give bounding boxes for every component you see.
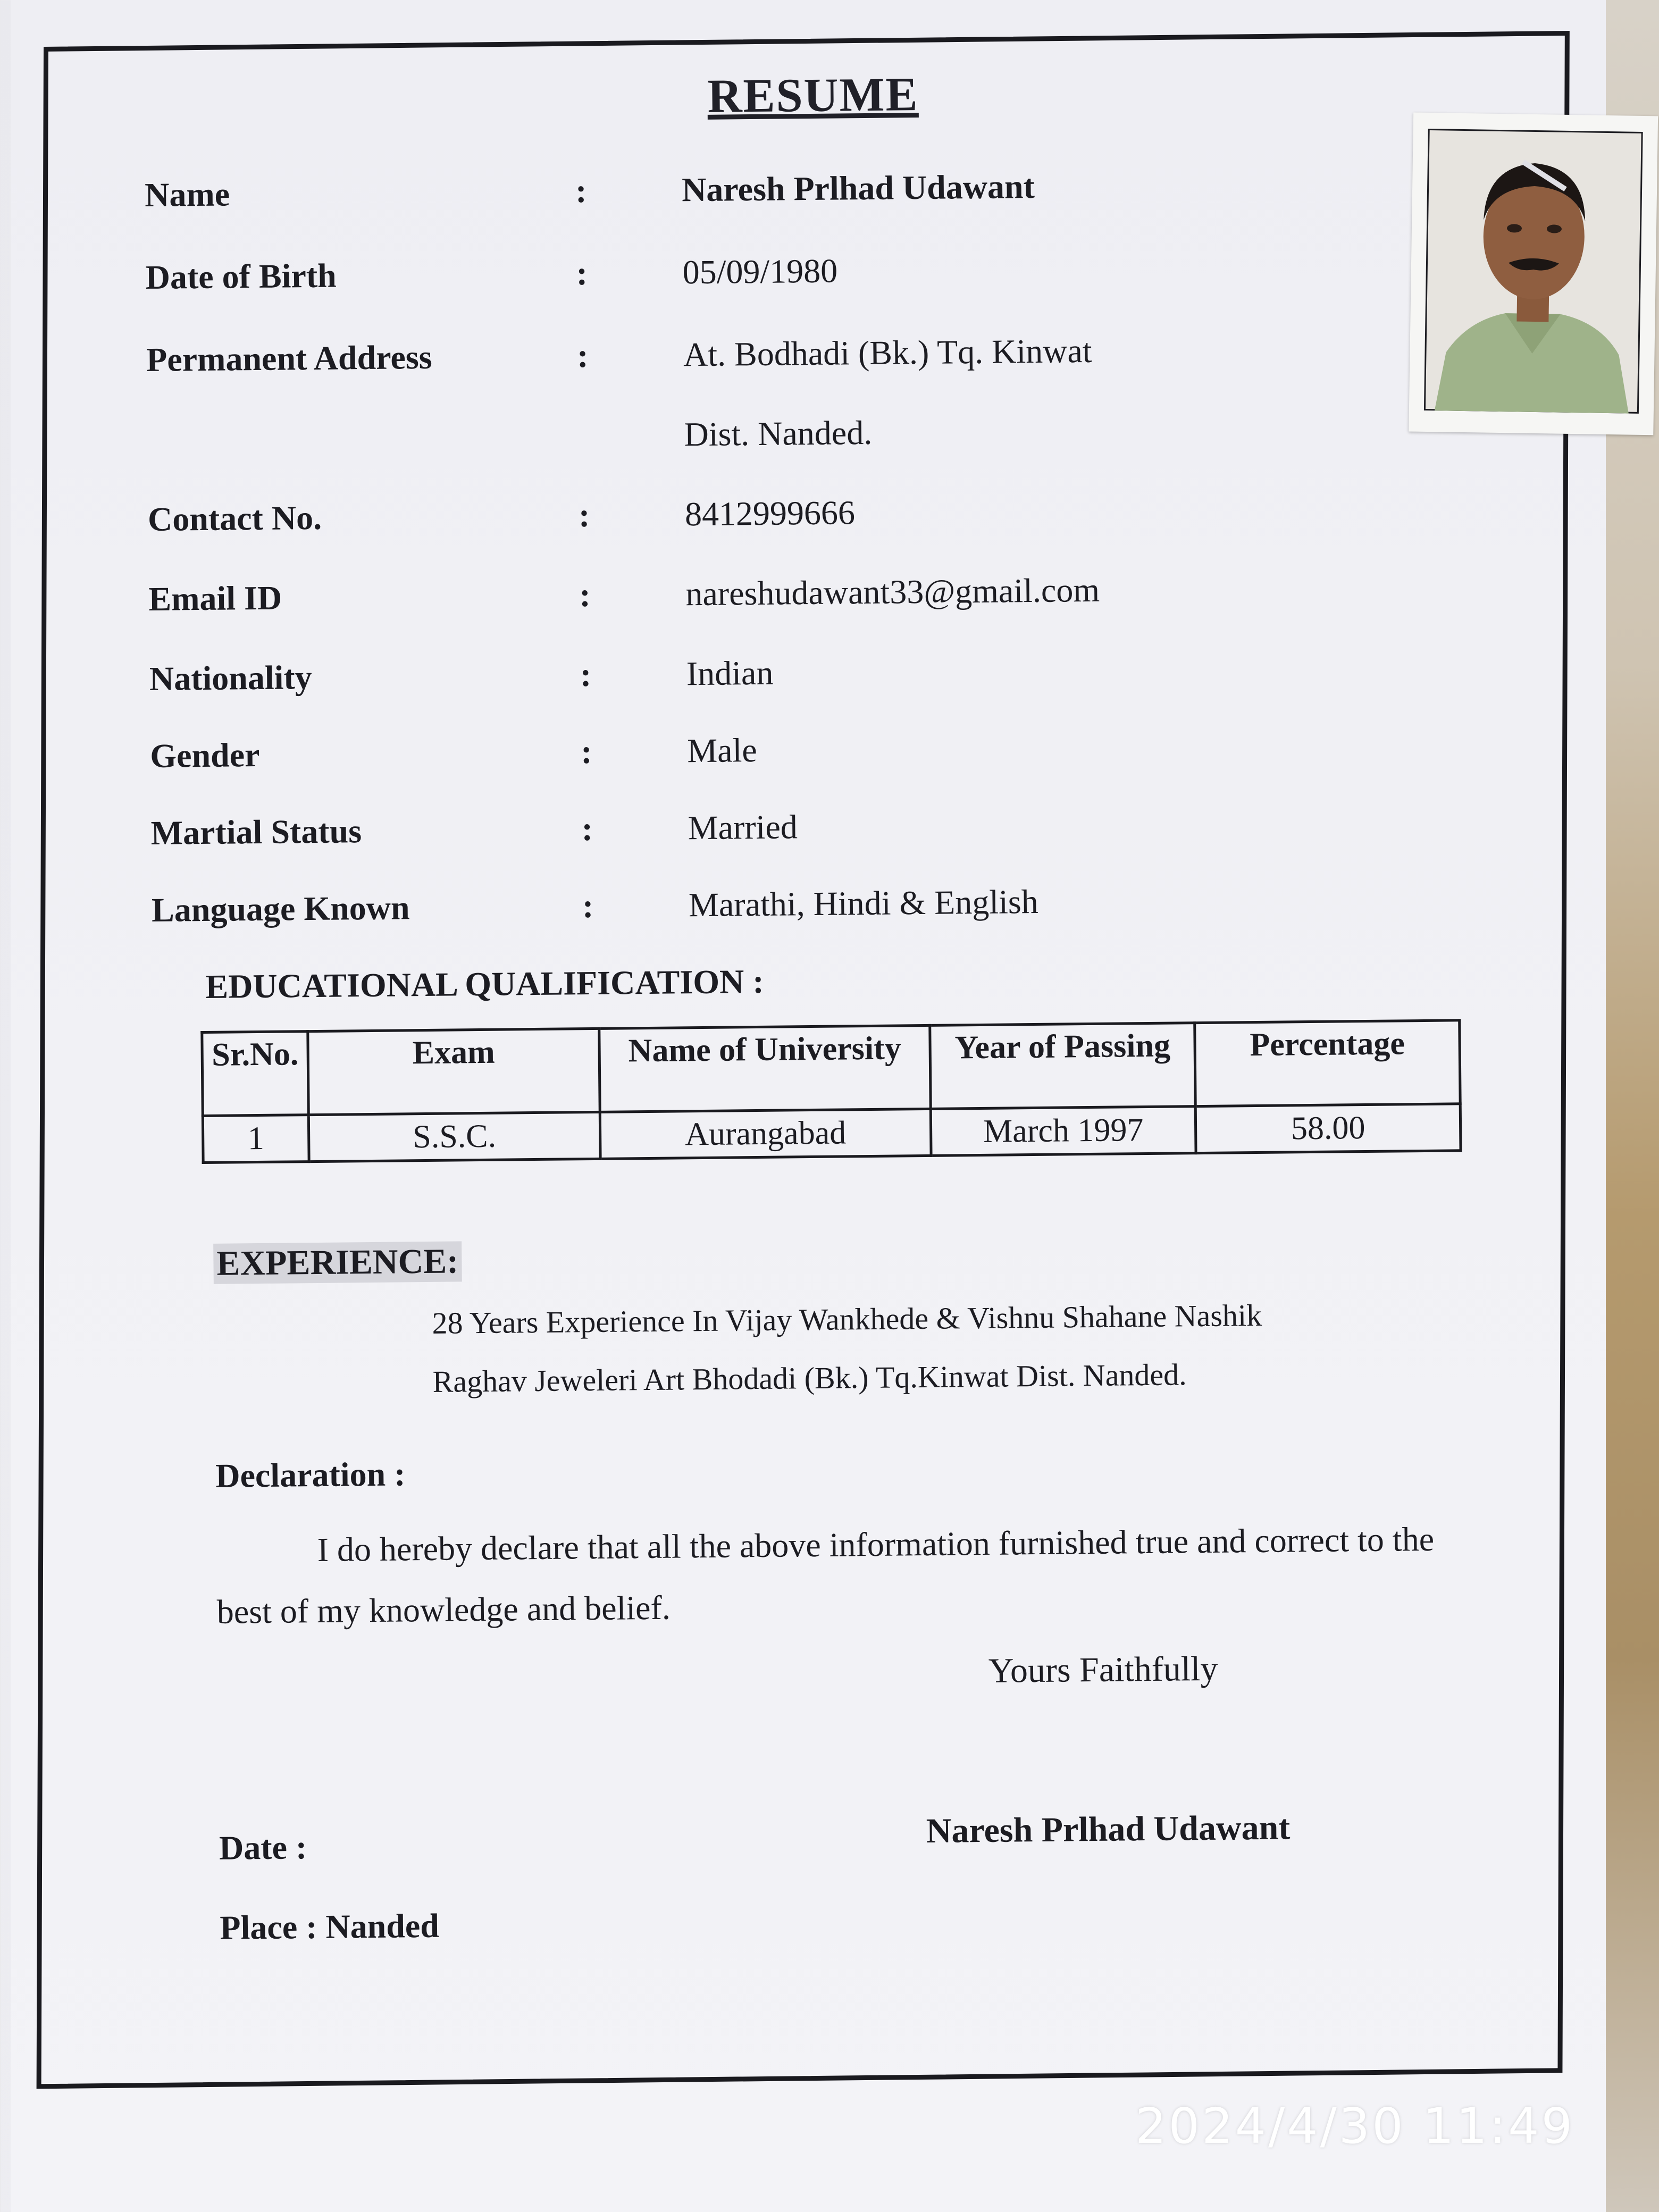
field-colon: : xyxy=(576,254,588,292)
table-cell: 58.00 xyxy=(1195,1104,1461,1153)
table-cell: Aurangabad xyxy=(600,1109,931,1159)
field-value: Dist. Nanded. xyxy=(684,413,873,454)
experience-line: 28 Years Experience In Vijay Wankhede & Vishnu Shahane Nashik xyxy=(432,1297,1262,1340)
field-colon: : xyxy=(581,809,593,848)
table-cell: March 1997 xyxy=(931,1107,1196,1156)
field-row-email xyxy=(148,571,1100,627)
table-cell: 1 xyxy=(203,1115,309,1163)
field-value: 8412999666 xyxy=(684,493,856,533)
field-colon: : xyxy=(578,496,590,534)
table-header-cell: Percentage xyxy=(1195,1020,1460,1107)
field-value: Naresh Prlhad Udawant xyxy=(681,167,1035,209)
camera-timestamp: 2024/4/30 11:49 xyxy=(1135,2098,1575,2155)
experience-heading: EXPERIENCE: xyxy=(213,1241,462,1284)
field-row-address xyxy=(146,331,1092,388)
resume-title: RESUME xyxy=(707,68,919,123)
field-value: Marathi, Hindi & English xyxy=(688,882,1039,924)
field-colon: : xyxy=(580,655,592,694)
experience-line: Raghav Jeweleri Art Bhodadi (Bk.) Tq.Kinwat Dist. Nanded. xyxy=(432,1357,1187,1399)
field-value: Indian xyxy=(686,653,774,693)
resume-content xyxy=(144,61,1608,2042)
table-cell: S.S.C. xyxy=(308,1112,600,1161)
place-label: Place : Nanded xyxy=(220,1906,440,1947)
declaration-text: I do hereby declare that all the above information furnished true and correct to the best of my knowledge and belief. xyxy=(216,1520,1435,1631)
field-colon: : xyxy=(582,886,594,925)
field-value: Married xyxy=(688,808,798,847)
signature-name: Naresh Prlhad Udawant xyxy=(926,1808,1291,1851)
resume-paper xyxy=(11,0,1606,2212)
education-heading: EDUCATIONAL QUALIFICATION : xyxy=(205,962,764,1006)
field-colon: : xyxy=(580,732,592,771)
field-colon: : xyxy=(576,336,589,375)
field-label: Permanent Address xyxy=(146,338,432,379)
field-row-dob xyxy=(145,252,838,306)
date-label: Date : xyxy=(219,1828,307,1867)
education-table xyxy=(200,1019,1462,1164)
field-value: 05/09/1980 xyxy=(682,252,838,291)
field-colon: : xyxy=(575,172,587,210)
field-value: At. Bodhadi (Bk.) Tq. Kinwat xyxy=(683,331,1092,374)
field-label: Gender xyxy=(149,735,260,775)
field-row-marital-status xyxy=(150,808,798,861)
field-row-nationality xyxy=(149,653,774,707)
declaration-heading: Declaration : xyxy=(215,1455,406,1495)
field-colon: : xyxy=(579,575,591,614)
field-label: Language Known xyxy=(151,889,410,929)
table-header-row xyxy=(202,1020,1460,1116)
field-label: Date of Birth xyxy=(145,256,337,296)
table-header-cell: Name of University xyxy=(599,1025,931,1112)
portrait-image xyxy=(1424,129,1643,414)
field-value: nareshudawant33@gmail.com xyxy=(685,571,1100,613)
table-header-cell: Year of Passing xyxy=(930,1023,1195,1109)
field-label: Email ID xyxy=(148,579,282,618)
table-header-cell: Sr.No. xyxy=(202,1032,309,1116)
field-value: Male xyxy=(686,731,758,770)
field-label: Nationality xyxy=(149,658,313,698)
table-header-cell: Exam xyxy=(308,1028,600,1115)
profile-photo xyxy=(1409,113,1658,435)
field-label: Martial Status xyxy=(150,812,362,852)
closing-salutation: Yours Faithfully xyxy=(988,1649,1218,1690)
field-label: Name xyxy=(144,175,230,214)
field-label: Contact No. xyxy=(147,498,322,538)
